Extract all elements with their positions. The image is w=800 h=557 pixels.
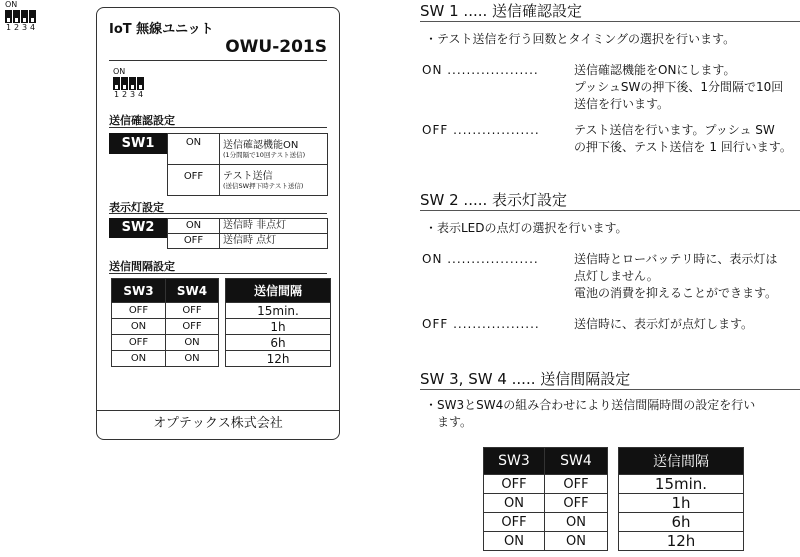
card-title: IoT 無線ユニット (109, 22, 214, 37)
sec3-divider (109, 273, 327, 274)
sw1-off-state: OFF (167, 164, 220, 196)
dip-levers (5, 10, 36, 23)
sw34-intro: ・SW3とSW4の組み合わせにより送信間隔時間の設定を行い ます。 (425, 398, 756, 429)
sw1-on-state: ON (167, 133, 220, 165)
sw2-off-state: OFF (167, 233, 220, 249)
sw2-badge: SW2 (109, 218, 167, 238)
device-label-card (96, 7, 340, 440)
sw1-on-desc: 送信確認機能ON (1分間隔で10回テスト送信) (219, 133, 328, 165)
sw2-off-desc: 送信時 点灯 (219, 233, 328, 249)
dip-numbers: 1 2 3 4 (5, 23, 36, 32)
sw1-heading: SW 1 ..... 送信確認設定 (420, 2, 583, 20)
sw1-off-desc: テスト送信 (送信SW押下時テスト送信) (219, 164, 328, 196)
sw2-intro: ・表示LEDの点灯の選択を行います。 (425, 221, 628, 235)
table-row: ON OFF 1h (112, 319, 331, 335)
sw1-heading-rule (420, 21, 800, 22)
sw1-off-text: テスト送信を行います。プッシュ SW の押下後、テスト送信を 1 回行います。 (574, 123, 792, 154)
sw1-on-key: ON ................... (422, 63, 539, 77)
interval-table: SW3 SW4 送信間隔 OFF OFF 15min. ON OFF 1h OFF ON 6h ON ON 12h (483, 447, 744, 551)
card-dip-switch: ON 1 2 3 4 (113, 67, 144, 99)
table-row: ON OFF 1h (484, 494, 744, 513)
sec2-title: 表示灯設定 (109, 201, 164, 214)
table-row: OFF ON 6h (484, 513, 744, 532)
sw1-on-text: 送信確認機能をONにします。 プッシュSWの押下後、1分間隔で10回 送信を行います。 (574, 63, 784, 111)
table-row: ON ON 12h (484, 532, 744, 551)
company-name: オプテックス株式会社 (97, 410, 339, 439)
sw2-on-desc: 送信時 非点灯 (219, 218, 328, 234)
sw1-intro: ・テスト送信を行う回数とタイミングの選択を行います。 (425, 32, 736, 46)
table-row: OFF ON 6h (112, 335, 331, 351)
sec1-divider (109, 127, 327, 128)
dip-switch-graphic (5, 1, 36, 32)
sec3-title: 送信間隔設定 (109, 260, 175, 273)
sw34-heading: SW 3, SW 4 ..... 送信間隔設定 (420, 370, 631, 388)
table-row: ON ON 12h (112, 351, 331, 367)
sw2-on-text: 送信時とローバッテリ時に、表示灯は 点灯しません。 電池の消費を抑えることができます。 (574, 252, 778, 300)
sw1-off-key: OFF .................. (422, 123, 540, 137)
sw2-on-state: ON (167, 218, 220, 234)
sw34-heading-rule (420, 389, 800, 390)
table-row: OFF OFF 15min. (112, 303, 331, 319)
model-number: OWU-201S (225, 37, 327, 57)
sw2-on-key: ON ................... (422, 252, 539, 266)
sw2-heading-rule (420, 210, 800, 211)
sw1-badge: SW1 (109, 133, 167, 154)
sw2-off-key: OFF .................. (422, 317, 540, 331)
sec1-title: 送信確認設定 (109, 114, 175, 127)
model-divider (109, 60, 327, 61)
sw2-heading: SW 2 ..... 表示灯設定 (420, 191, 568, 209)
dip-on-label: ON (5, 0, 18, 9)
card-interval-table: SW3 SW4 送信間隔 OFF OFF 15min. ON OFF 1h OFF ON 6h ON ON 12h (111, 278, 331, 367)
table-row: OFF OFF 15min. (484, 475, 744, 494)
sec2-divider (109, 213, 327, 214)
sw2-off-text: 送信時に、表示灯が点灯します。 (574, 317, 754, 331)
